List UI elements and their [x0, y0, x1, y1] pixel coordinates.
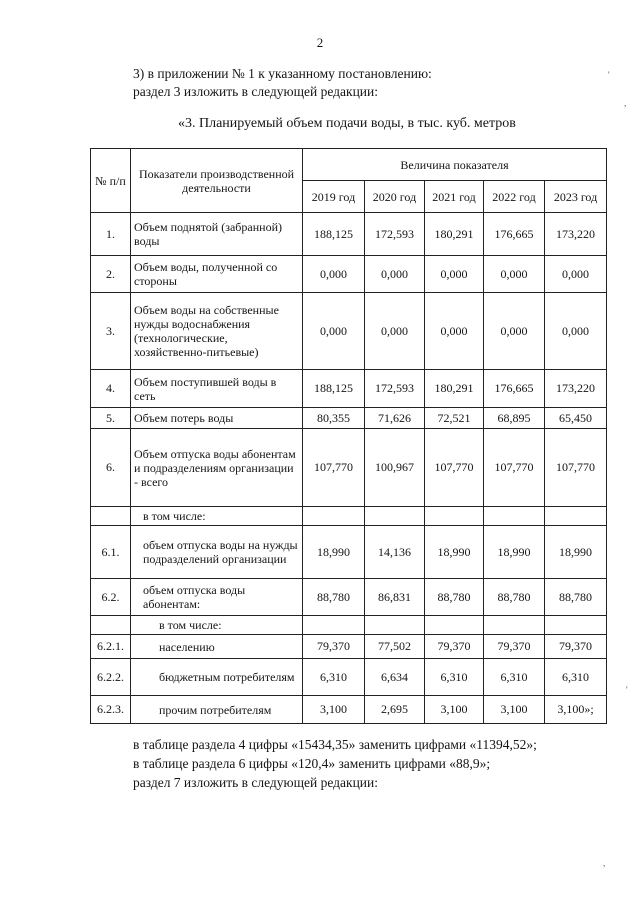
row-num	[91, 507, 131, 526]
row-value: 6,634	[365, 659, 425, 696]
row-value: 86,831	[365, 579, 425, 616]
row-num: 1.	[91, 213, 131, 256]
row-value: 3,100	[484, 696, 545, 724]
row-num: 4.	[91, 370, 131, 408]
water-supply-table	[90, 148, 607, 724]
row-value: 77,502	[365, 635, 425, 659]
table-row-subheading	[91, 616, 607, 635]
row-value: 80,355	[303, 408, 365, 429]
row-value: 100,967	[365, 429, 425, 507]
section-title: «3. Планируемый объем подачи воды, в тыс. куб. метров	[178, 116, 516, 131]
row-value	[365, 616, 425, 635]
outro-line-1: в таблице раздела 4 цифры «15434,35» заменить цифрами «11394,52»;	[133, 737, 537, 752]
row-value: 18,990	[303, 526, 365, 579]
row-value: 79,370	[425, 635, 484, 659]
table-row	[91, 370, 607, 408]
header-num: № п/п	[91, 149, 131, 213]
row-num: 6.1.	[91, 526, 131, 579]
row-num: 5.	[91, 408, 131, 429]
row-name: Объем поднятой (забранной) воды	[131, 213, 303, 256]
row-value: 6,310	[303, 659, 365, 696]
row-value: 180,291	[425, 370, 484, 408]
row-value: 88,780	[484, 579, 545, 616]
row-num	[91, 616, 131, 635]
scan-speck: '	[626, 685, 628, 695]
outro-text	[133, 735, 537, 792]
row-value: 180,291	[425, 213, 484, 256]
scan-speck: ,	[624, 98, 627, 108]
row-name: бюджетным потребителям	[131, 659, 303, 696]
header-year: 2021 год	[425, 181, 484, 213]
row-value	[425, 507, 484, 526]
table-row	[91, 293, 607, 370]
outro-line-2: в таблице раздела 6 цифры «120,4» заменить цифрами «88,9»;	[133, 756, 491, 771]
row-value	[545, 616, 607, 635]
row-value: 6,310	[425, 659, 484, 696]
row-name: в том числе:	[131, 507, 303, 526]
table-row	[91, 213, 607, 256]
row-num: 6.2.3.	[91, 696, 131, 724]
row-value	[484, 507, 545, 526]
row-name: Объем потерь воды	[131, 408, 303, 429]
row-name: в том числе:	[131, 616, 303, 635]
row-value: 88,780	[303, 579, 365, 616]
row-value: 3,100	[303, 696, 365, 724]
row-value: 176,665	[484, 213, 545, 256]
header-year: 2020 год	[365, 181, 425, 213]
page-number: 2	[316, 35, 324, 50]
row-value: 6,310	[545, 659, 607, 696]
row-num: 6.2.	[91, 579, 131, 616]
row-value: 176,665	[484, 370, 545, 408]
row-name: Объем отпуска воды абонентам и подразделениям организации - всего	[131, 429, 303, 507]
row-value: 14,136	[365, 526, 425, 579]
row-value: 79,370	[303, 635, 365, 659]
row-value: 68,895	[484, 408, 545, 429]
row-value: 88,780	[425, 579, 484, 616]
table-row	[91, 635, 607, 659]
row-value: 173,220	[545, 370, 607, 408]
header-indicator: Показатели производственной деятельности	[131, 149, 303, 213]
row-name: прочим потребителям	[131, 696, 303, 724]
row-value: 0,000	[484, 256, 545, 293]
row-value: 188,125	[303, 370, 365, 408]
row-value: 0,000	[545, 293, 607, 370]
row-num: 6.2.1.	[91, 635, 131, 659]
header-year: 2023 год	[545, 181, 607, 213]
row-value: 71,626	[365, 408, 425, 429]
row-value: 107,770	[303, 429, 365, 507]
table-row	[91, 579, 607, 616]
row-value: 3,100	[425, 696, 484, 724]
row-value	[365, 507, 425, 526]
row-num: 6.2.2.	[91, 659, 131, 696]
table-row	[91, 429, 607, 507]
row-value: 0,000	[303, 293, 365, 370]
row-value: 0,000	[303, 256, 365, 293]
row-value: 0,000	[484, 293, 545, 370]
row-value: 65,450	[545, 408, 607, 429]
row-value	[545, 507, 607, 526]
row-value: 88,780	[545, 579, 607, 616]
row-value: 0,000	[545, 256, 607, 293]
row-value	[303, 507, 365, 526]
outro-line-3: раздел 7 изложить в следующей редакции:	[133, 775, 379, 790]
row-value	[425, 616, 484, 635]
scan-speck: ,	[603, 858, 606, 868]
row-name: Объем поступившей воды в сеть	[131, 370, 303, 408]
row-value: 0,000	[425, 256, 484, 293]
row-value: 2,695	[365, 696, 425, 724]
row-num: 6.	[91, 429, 131, 507]
row-value: 172,593	[365, 213, 425, 256]
row-value: 18,990	[425, 526, 484, 579]
table-row	[91, 659, 607, 696]
row-value	[303, 616, 365, 635]
header-year: 2019 год	[303, 181, 365, 213]
row-value: 18,990	[484, 526, 545, 579]
row-num: 3.	[91, 293, 131, 370]
row-value: 6,310	[484, 659, 545, 696]
row-value: 173,220	[545, 213, 607, 256]
row-name: Объем воды, полученной со стороны	[131, 256, 303, 293]
header-year: 2022 год	[484, 181, 545, 213]
header-value-group: Величина показателя	[303, 149, 607, 181]
row-value	[484, 616, 545, 635]
row-name: объем отпуска воды на нужды подразделений организации	[131, 526, 303, 579]
intro-line-1: 3) в приложении № 1 к указанному постановлению:	[133, 66, 432, 81]
row-value: 107,770	[545, 429, 607, 507]
scan-speck: '	[608, 70, 610, 80]
row-value: 0,000	[365, 293, 425, 370]
row-value: 107,770	[484, 429, 545, 507]
row-value: 18,990	[545, 526, 607, 579]
row-value: 3,100»;	[545, 696, 607, 724]
table-row	[91, 408, 607, 429]
intro-text	[133, 65, 432, 101]
row-value: 0,000	[365, 256, 425, 293]
row-value: 0,000	[425, 293, 484, 370]
row-value: 188,125	[303, 213, 365, 256]
intro-line-2: раздел 3 изложить в следующей редакции:	[133, 84, 379, 99]
table-row	[91, 526, 607, 579]
row-value: 79,370	[545, 635, 607, 659]
row-value: 72,521	[425, 408, 484, 429]
row-num: 2.	[91, 256, 131, 293]
row-value: 79,370	[484, 635, 545, 659]
row-name: Объем воды на собственные нужды водоснабжения (технологические, хозяйственно-питьевые)	[131, 293, 303, 370]
table-row	[91, 696, 607, 724]
table-row	[91, 256, 607, 293]
row-name: объем отпуска воды абонентам:	[131, 579, 303, 616]
row-value: 172,593	[365, 370, 425, 408]
row-name: населению	[131, 635, 303, 659]
table-row-subheading	[91, 507, 607, 526]
row-value: 107,770	[425, 429, 484, 507]
